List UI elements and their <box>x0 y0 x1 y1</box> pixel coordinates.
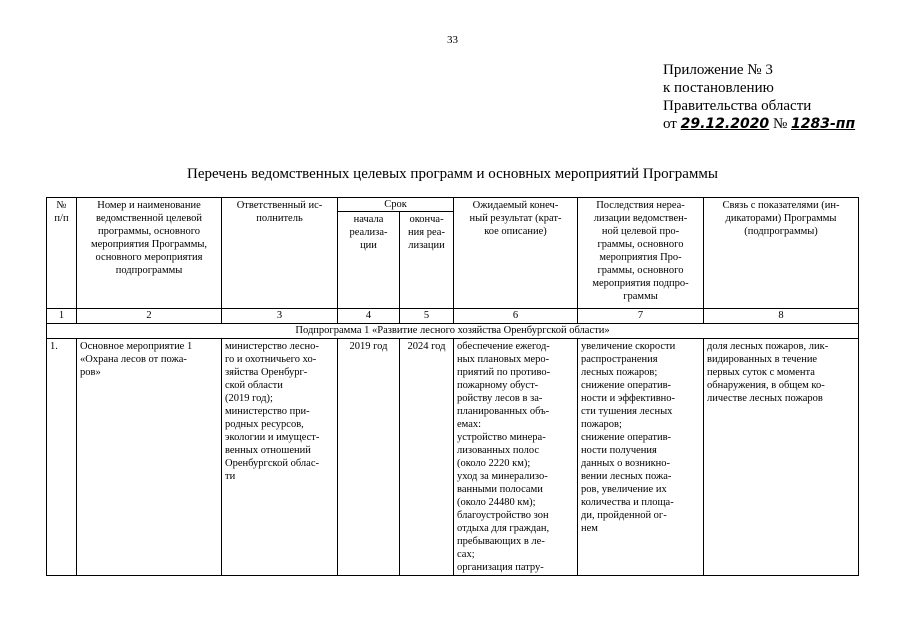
cell-text-line: экологии и имущест- <box>225 432 320 443</box>
cell-text-line: венных отношений <box>225 445 311 456</box>
cell-text-line: (около 2220 км); <box>457 458 531 469</box>
cell-text-line: ции <box>360 240 377 251</box>
cell-text-line: ской области <box>225 380 283 391</box>
cell-text-line: министерство лесно- <box>225 341 319 352</box>
cell-text-line: го и охотничьего хо- <box>225 354 317 365</box>
header-cell-start <box>338 212 400 309</box>
table-row <box>47 339 859 576</box>
cell-text-line: устройство минера- <box>457 432 546 443</box>
cell-text-line: дикаторами) Программы <box>725 213 837 224</box>
cell-text-line: полнитель <box>256 213 303 224</box>
cell-text-line: ров» <box>80 367 101 378</box>
cell-text-line: организация патру- <box>457 562 544 573</box>
row-num: 1. <box>47 339 77 576</box>
cell-text-line: подпрограммы <box>115 265 183 276</box>
cell-text-line: сти тушения лесных <box>581 406 673 417</box>
column-number: 6 <box>454 309 578 324</box>
header-cell-indicators <box>704 198 859 309</box>
document-title: Перечень ведомственных целевых программ и основных мероприятий Программы <box>187 166 718 182</box>
cell-text-line: вении лесных пожа- <box>581 471 672 482</box>
column-number: 4 <box>338 309 400 324</box>
cell-text-line: доля лесных пожаров, лик- <box>707 341 829 352</box>
cell-text-line: родных ресурсов, <box>225 419 304 430</box>
header-cell-srok <box>338 198 454 212</box>
table-header-row <box>47 198 859 212</box>
cell-text-line: граммы, основного <box>597 239 684 250</box>
column-number: 5 <box>400 309 454 324</box>
appendix-number: 1283-пп <box>791 116 856 132</box>
cell-text-line: программы, основного <box>97 226 201 237</box>
cell-text-line: количества и площа- <box>581 497 674 508</box>
row-end: 2024 год <box>400 339 454 576</box>
row-result <box>454 339 578 576</box>
cell-text-line: лесных пожаров; <box>581 367 658 378</box>
cell-text-line: лизованных полос <box>457 445 539 456</box>
header-cell-executor <box>222 198 338 309</box>
row-consequences <box>578 339 704 576</box>
cell-text-line: лизации ведомствен- <box>593 213 688 224</box>
cell-text-line: снижение оператив- <box>581 432 672 443</box>
cell-text-line: кое описание) <box>484 226 547 237</box>
cell-text-line: пребывающих в ле- <box>457 536 545 547</box>
cell-text-line: ди, пройденной ог- <box>581 510 667 521</box>
cell-text-line: реализа- <box>349 227 388 238</box>
cell-text-line: ных плановых меро- <box>457 354 550 365</box>
cell-text-line: первых суток с момента <box>707 367 815 378</box>
cell-text-line: обнаружения, в общем ко- <box>707 380 825 391</box>
cell-text-line: лизации <box>408 240 445 251</box>
row-executor <box>222 339 338 576</box>
cell-text-line: нем <box>581 523 598 534</box>
column-number: 7 <box>578 309 704 324</box>
cell-text-line: приятий по противо- <box>457 367 551 378</box>
cell-text-line: «Охрана лесов от пожа- <box>80 354 187 365</box>
cell-text-line: № <box>56 200 67 211</box>
appendix-date-line <box>663 115 855 133</box>
cell-text-line: граммы <box>623 291 658 302</box>
row-indicators <box>704 339 859 576</box>
cell-text-line: личестве лесных пожаров <box>707 393 823 404</box>
cell-text-line: ния реа- <box>408 227 445 238</box>
header-cell-result <box>454 198 578 309</box>
cell-text-line: граммы, основного <box>597 265 684 276</box>
cell-text-line: мероприятия Про- <box>599 252 682 263</box>
cell-text-line: ности получения <box>581 445 657 456</box>
cell-text-line: ный результат (крат- <box>469 213 562 224</box>
cell-text-line: (подпрограммы) <box>744 226 818 237</box>
column-number: 2 <box>77 309 222 324</box>
cell-text-line: основного мероприятия <box>95 252 203 263</box>
cell-text-line: сах; <box>457 549 475 560</box>
appendix-block <box>663 61 855 133</box>
cell-text-line: емах: <box>457 419 482 430</box>
cell-text-line: ванными полосами <box>457 484 543 495</box>
cell-text-line: Основное мероприятие 1 <box>80 341 193 352</box>
header-cell-name <box>77 198 222 309</box>
cell-text-line: данных о возникно- <box>581 458 671 469</box>
column-numbers-row <box>47 309 859 324</box>
cell-text-line: уход за минерализо- <box>457 471 548 482</box>
cell-text-line: мероприятия Программы, <box>90 239 208 250</box>
appendix-line-3: Правительства области <box>663 98 812 114</box>
cell-text-line: Связь с показателями (ин- <box>722 200 840 211</box>
header-cell-num <box>47 198 77 309</box>
appendix-line-1: Приложение № 3 <box>663 62 773 78</box>
cell-text-line: мероприятия подпро- <box>592 278 689 289</box>
appendix-line-2: к постановлению <box>663 80 774 96</box>
subprogram-title: Подпрограмма 1 «Развитие лесного хозяйства Оренбургской области» <box>47 324 859 339</box>
cell-text-line: Оренбургской облас- <box>225 458 319 469</box>
cell-text-line: ной целевой про- <box>601 226 680 237</box>
cell-text-line: планированных объ- <box>457 406 550 417</box>
cell-text-line: пожаров; <box>581 419 622 430</box>
cell-text-line: п/п <box>54 213 69 224</box>
appendix-date: 29.12.2020 <box>680 116 770 132</box>
column-number: 3 <box>222 309 338 324</box>
cell-text-line: (около 24480 км); <box>457 497 536 508</box>
cell-text-line: (2019 год); <box>225 393 273 404</box>
cell-text-line: благоустройство зон <box>457 510 549 521</box>
header-cell-end <box>400 212 454 309</box>
srok-label: Срок <box>384 199 407 210</box>
cell-text-line: ведомственной целевой <box>96 213 202 224</box>
subprogram-row <box>47 324 859 339</box>
cell-text-line: ти <box>225 471 236 482</box>
appendix-num-sign: № <box>772 116 788 132</box>
cell-text-line: Ожидаемый конеч- <box>472 200 559 211</box>
cell-text-line: обеспечение ежегод- <box>457 341 550 352</box>
cell-text-line: зяйства Оренбург- <box>225 367 308 378</box>
header-cell-consequences <box>578 198 704 309</box>
cell-text-line: снижение оператив- <box>581 380 672 391</box>
appendix-from: от <box>663 116 677 132</box>
row-name <box>77 339 222 576</box>
cell-text-line: оконча- <box>409 214 444 225</box>
column-number: 8 <box>704 309 859 324</box>
cell-text-line: увеличение скорости <box>581 341 676 352</box>
cell-text-line: ров, увеличение их <box>581 484 667 495</box>
cell-text-line: начала <box>353 214 384 225</box>
cell-text-line: отдыха для граждан, <box>457 523 550 534</box>
cell-text-line: Номер и наименование <box>97 200 201 211</box>
cell-text-line: ности и эффективно- <box>581 393 676 404</box>
column-number: 1 <box>47 309 77 324</box>
cell-text-line: пожарному обуст- <box>457 380 539 391</box>
cell-text-line: видированных в течение <box>707 354 818 365</box>
cell-text-line: Ответственный ис- <box>236 200 323 211</box>
cell-text-line: Последствия нереа- <box>596 200 685 211</box>
cell-text-line: министерство при- <box>225 406 310 417</box>
programs-table <box>46 197 859 576</box>
page-number: 33 <box>447 34 458 46</box>
row-start: 2019 год <box>338 339 400 576</box>
cell-text-line: ройству лесов в за- <box>457 393 543 404</box>
cell-text-line: распространения <box>581 354 658 365</box>
